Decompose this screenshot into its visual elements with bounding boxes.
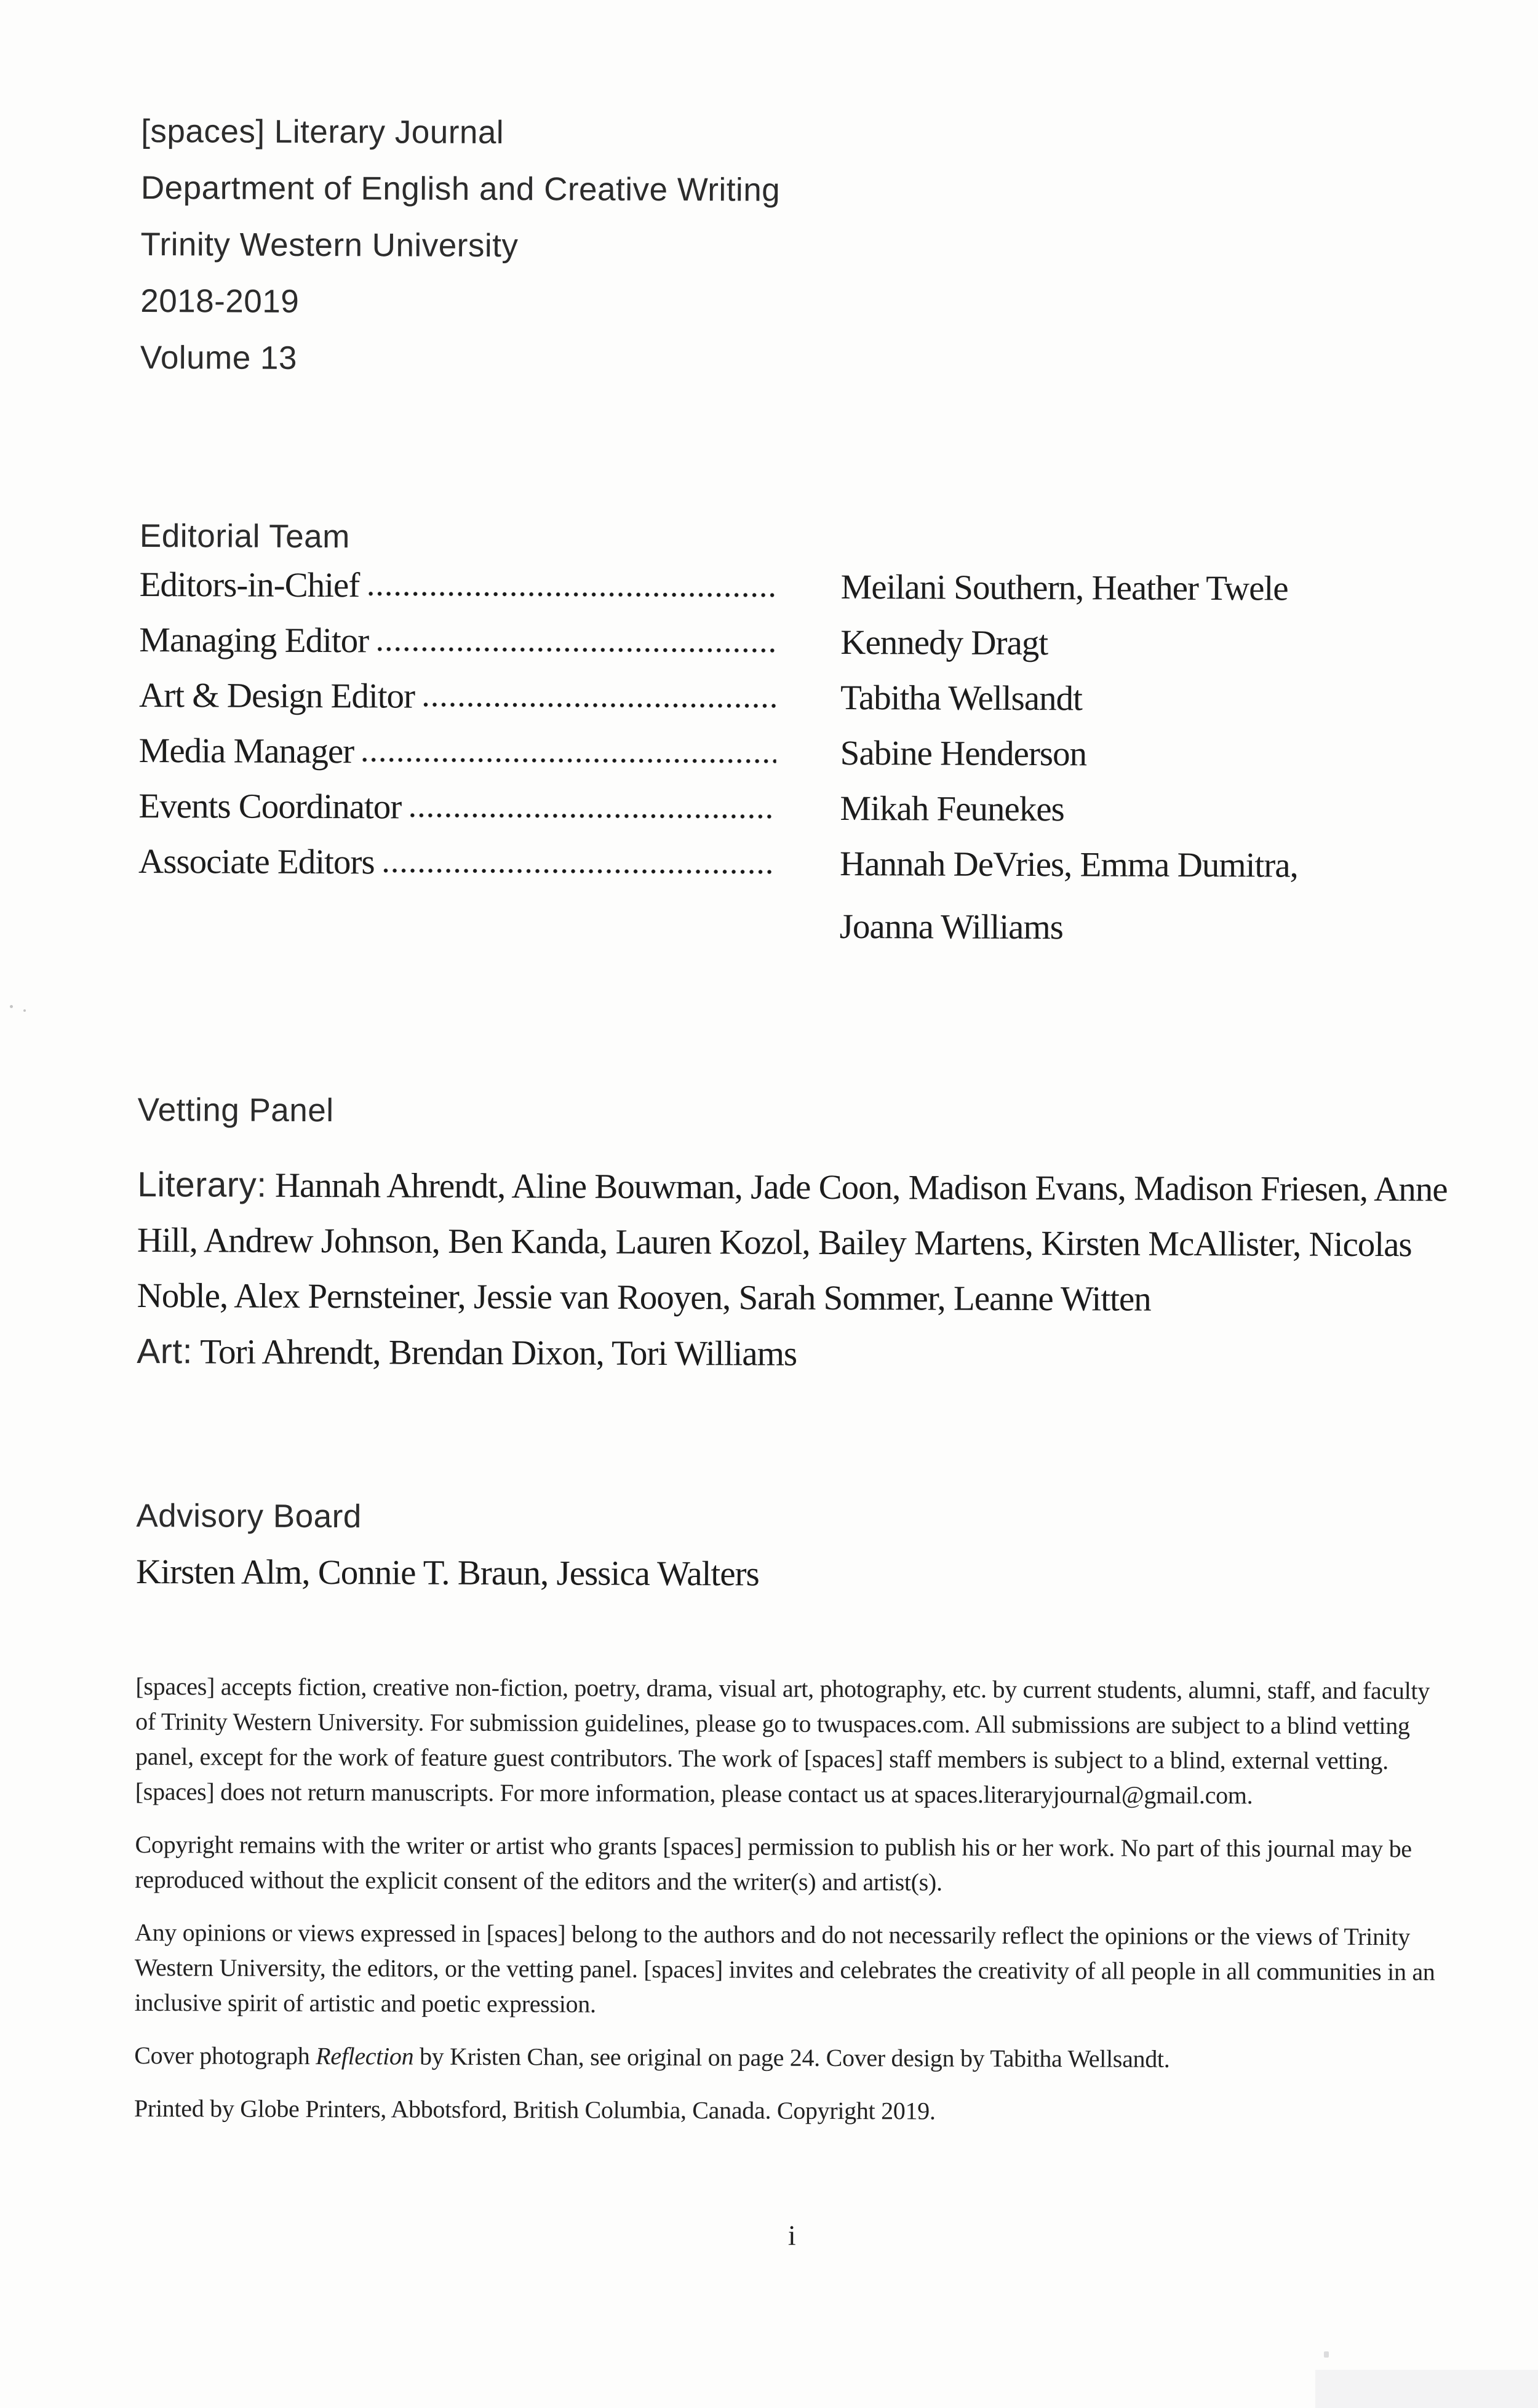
role-row-managing-editor <box>139 620 1456 680</box>
page-number: i <box>787 2219 796 2251</box>
role-row-editors-in-chief <box>139 565 1456 624</box>
role-names: Kennedy Dragt <box>840 622 1048 663</box>
advisory-board-heading: Advisory Board <box>136 1497 362 1535</box>
journal-title: [spaces] Literary Journal <box>141 113 504 151</box>
editorial-team-heading: Editorial Team <box>139 517 350 555</box>
page-content <box>133 0 1458 2254</box>
cover-credit-notice <box>134 2038 1451 2077</box>
associate-editors-continued: Joanna Williams <box>839 907 1064 947</box>
dotted-leader <box>423 702 776 709</box>
opinions-notice: Any opinions or views expressed in [spaces] belong to the authors and do not necessarily reflect the opinions or the views of Trinity Western University, the editors, or the vetting panel. [spaces] invites and celebrates the creativity of all people in all communities in an inclusive spirit of artistic and poetic expression. <box>134 1918 1435 2018</box>
role-row-events-coordinator <box>138 786 1455 846</box>
scan-corner-shade <box>1315 2370 1538 2408</box>
submissions-notice: [spaces] accepts fiction, creative non-fiction, poetry, drama, visual art, photography, etc. by current students, alumni, staff, and faculty of Trinity Western University. For submission guidelines, please go to twuspaces.com. All submissions are subject to a blind vetting panel, except for the work of feature guest contributors. The work of [spaces] staff members is subject to a blind, external vetting. [spaces] does not return manuscripts. For more information, please contact us at spaces.literaryjournal@gmail.com. <box>135 1672 1430 1810</box>
dotted-leader <box>383 868 776 874</box>
role-label: Media Manager <box>138 731 354 771</box>
role-names: Sabine Henderson <box>840 733 1087 774</box>
role-label: Art & Design Editor <box>138 675 415 716</box>
role-names: Tabitha Wellsandt <box>840 678 1083 718</box>
editorial-team-list <box>138 565 1456 956</box>
role-row-associate-editors <box>138 841 1455 901</box>
vetting-art-list <box>137 1324 1453 1384</box>
dotted-leader <box>410 813 776 819</box>
cover-credit-post: by Kristen Chan, see original on page 24. Cover design by Tabitha Wellsandt. <box>413 2042 1170 2073</box>
volume-line: Volume 13 <box>140 339 298 376</box>
scan-speck <box>10 1005 13 1008</box>
year-line: 2018-2019 <box>140 282 300 320</box>
cover-photo-title: Reflection <box>316 2042 414 2070</box>
role-row-art-design-editor <box>139 675 1456 735</box>
art-label: Art: <box>137 1331 193 1372</box>
literary-names: Hannah Ahrendt, Aline Bouwman, Jade Coon, Madison Evans, Madison Friesen, Anne Hill, Andrew Johnson, Ben Kanda, Lauren Kozol, Bailey Martens, Kirsten McAllister, Nicolas Noble, Alex Pernsteiner, Jessie van Rooyen, Sarah Sommer, Leanne Witten <box>137 1166 1448 1319</box>
dotted-leader <box>377 646 776 653</box>
role-label: Managing Editor <box>139 620 369 661</box>
journal-title-block <box>140 103 1458 391</box>
role-names: Meilani Southern, Heather Twele <box>840 567 1288 608</box>
role-row-media-manager <box>139 731 1456 790</box>
vetting-literary-list <box>137 1157 1454 1328</box>
scan-speck <box>1324 2351 1329 2358</box>
university-line: Trinity Western University <box>140 226 519 264</box>
printer-notice: Printed by Globe Printers, Abbotsford, British Columbia, Canada. Copyright 2019. <box>133 2094 936 2125</box>
role-names: Hannah DeVries, Emma Dumitra, <box>839 844 1298 885</box>
advisory-board-names: Kirsten Alm, Connie T. Braun, Jessica Walters <box>135 1552 759 1594</box>
dotted-leader <box>362 757 776 763</box>
cover-credit-pre: Cover photograph <box>134 2041 316 2070</box>
role-label: Associate Editors <box>138 841 375 882</box>
role-label: Editors-in-Chief <box>139 565 360 605</box>
role-names: Mikah Feunekes <box>840 789 1064 829</box>
art-names: Tori Ahrendt, Brendan Dixon, Tori Williams <box>192 1332 797 1373</box>
literary-label: Literary: <box>137 1164 267 1205</box>
copyright-notice: Copyright remains with the writer or artist who grants [spaces] permission to publish his or her work. No part of this journal may be reproduced without the explicit consent of the editors and the writer(s) and artist(s). <box>135 1830 1412 1896</box>
role-label: Events Coordinator <box>138 786 402 827</box>
dotted-leader <box>368 591 776 597</box>
vetting-panel-heading: Vetting Panel <box>137 1091 334 1129</box>
department-line: Department of English and Creative Writing <box>140 169 781 209</box>
scan-speck <box>23 1009 26 1012</box>
